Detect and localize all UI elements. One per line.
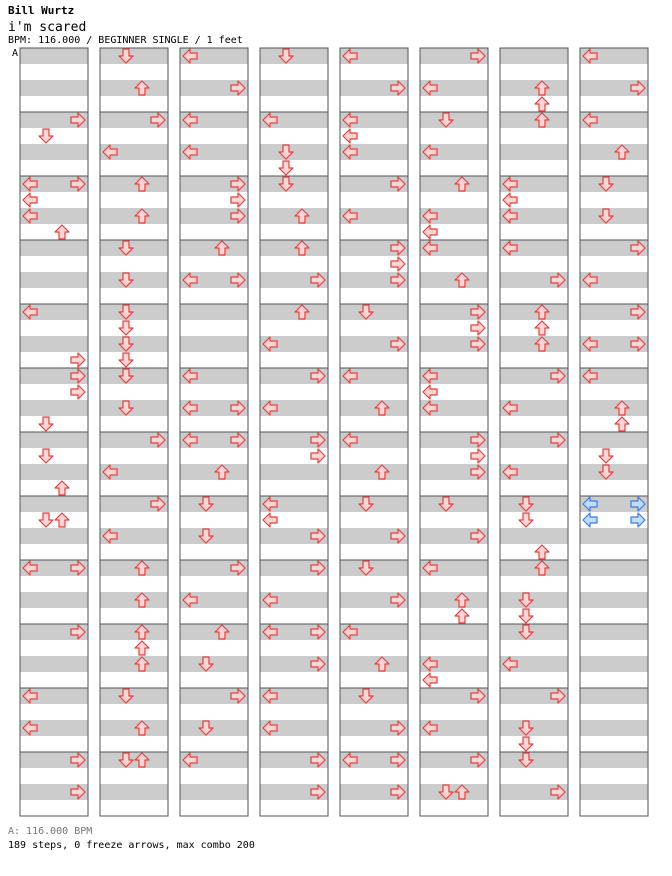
chart-column — [100, 48, 168, 816]
left-arrow-icon — [23, 193, 37, 207]
chart-stats: 189 steps, 0 freeze arrows, max combo 200 — [8, 840, 255, 851]
down-arrow-icon — [39, 129, 53, 143]
song-title: i'm scared — [8, 20, 87, 35]
left-arrow-icon — [423, 225, 437, 239]
right-arrow-icon — [631, 513, 645, 527]
right-arrow-icon — [471, 321, 485, 335]
down-arrow-icon — [39, 449, 53, 463]
up-arrow-icon — [55, 225, 69, 239]
up-arrow-icon — [535, 545, 549, 559]
left-arrow-icon — [343, 129, 357, 143]
left-arrow-icon — [503, 193, 517, 207]
down-arrow-icon — [599, 449, 613, 463]
up-arrow-icon — [135, 641, 149, 655]
up-arrow-icon — [55, 481, 69, 495]
left-arrow-icon — [263, 513, 277, 527]
up-arrow-icon — [535, 321, 549, 335]
up-arrow-icon — [615, 417, 629, 431]
right-arrow-icon — [231, 193, 245, 207]
up-arrow-icon — [455, 609, 469, 623]
down-arrow-icon — [519, 737, 533, 751]
right-arrow-icon — [311, 449, 325, 463]
right-arrow-icon — [71, 385, 85, 399]
down-arrow-icon — [119, 353, 133, 367]
left-arrow-icon — [423, 385, 437, 399]
bpm-legend: A: 116.000 BPM — [8, 826, 93, 837]
down-arrow-icon — [519, 609, 533, 623]
up-arrow-icon — [55, 513, 69, 527]
down-arrow-icon — [519, 513, 533, 527]
down-arrow-icon — [39, 513, 53, 527]
chart-column — [580, 48, 648, 816]
down-arrow-icon — [279, 161, 293, 175]
right-arrow-icon — [391, 257, 405, 271]
right-arrow-icon — [71, 353, 85, 367]
left-arrow-icon — [423, 673, 437, 687]
bpm-marker-label: A — [12, 48, 19, 59]
artist-name: Bill Wurtz — [8, 4, 75, 17]
left-arrow-icon — [583, 513, 597, 527]
down-arrow-icon — [119, 321, 133, 335]
up-arrow-icon — [535, 97, 549, 111]
right-arrow-icon — [471, 449, 485, 463]
chart-column — [340, 48, 408, 816]
down-arrow-icon — [39, 417, 53, 431]
chart-meta: BPM: 116.000 / BEGINNER SINGLE / 1 feet — [8, 35, 243, 46]
